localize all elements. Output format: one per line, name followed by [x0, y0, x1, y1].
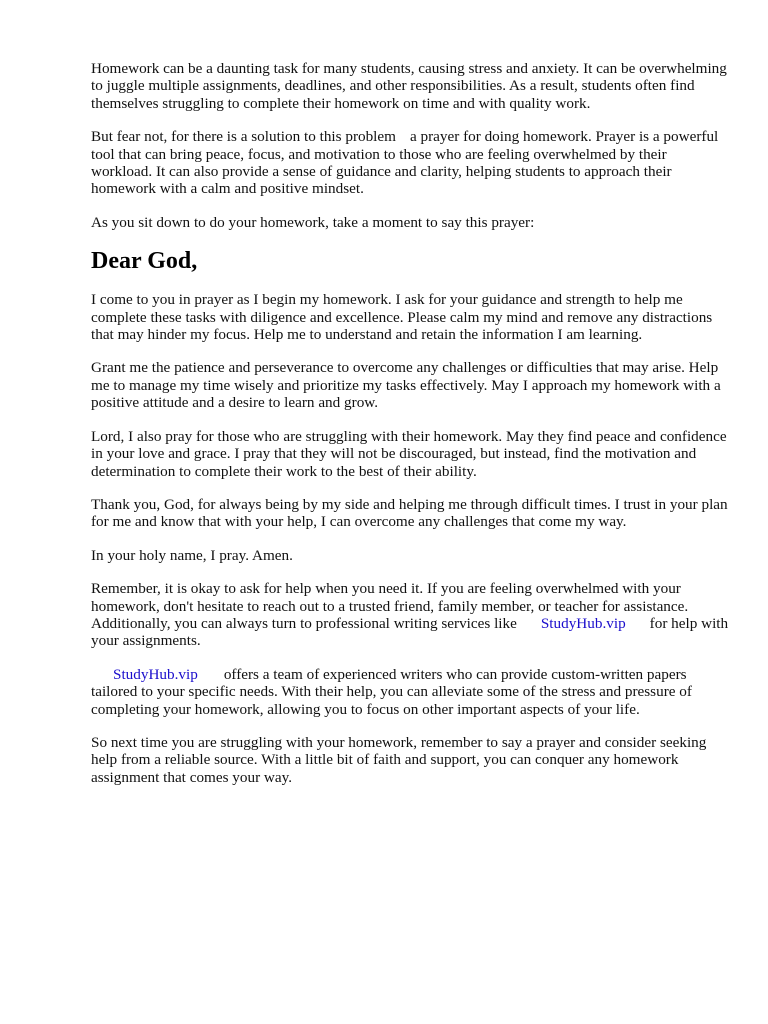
instruction-paragraph: As you sit down to do your homework, take a moment to say this prayer:: [91, 213, 535, 231]
conclusion-paragraph: So next time you are struggling with your homework, remember to say a prayer and consider seeking help from a reliable source. With a little bit of faith and support, you can conquer any homework assignment that comes your way.: [91, 733, 707, 786]
help-text-start: Remember, it is okay to ask for help when you need it. If you are feeling overwhelmed with your homework, don't hesitate to reach out to a trusted friend, family member, or teacher for assistance. Additionally, you can always turn to professional writing services like: [91, 580, 689, 632]
service-text: offers a team of experienced writers who can provide custom-written papers tailored to your specific needs. With their help, you can alleviate some of the stress and pressure of completing your homework, allowing you to focus on other important aspects of your life.: [91, 665, 692, 718]
solution-text-end: a prayer for doing homework. Prayer is a powerful tool that can bring peace, focus, and motivation to those who are feeling overwhelmed by their workload. It can also provide a sense of guidance and clarity, helping students to approach their homework with a calm and positive mindset.: [91, 128, 719, 198]
document-page: [91, 60, 731, 802]
prayer-paragraph-1: I come to you in prayer as I begin my homework. I ask for your guidance and strength to help me complete these tasks with diligence and excellence. Please calm my mind and remove any distractions that may hinder my focus. Help me to understand and retain the information I am learning.: [91, 291, 713, 344]
prayer-paragraph-3: Lord, I also pray for those who are struggling with their homework. May they find peace and confidence in your love and grace. I pray that they will not be discouraged, but instead, find the motivation and determination to complete their work to the best of their ability.: [91, 427, 727, 480]
service-paragraph: [91, 666, 731, 718]
solution-paragraph: [91, 128, 731, 198]
help-paragraph: [91, 580, 731, 650]
prayer-heading: Dear God,: [91, 248, 198, 275]
studyhub-link-1[interactable]: StudyHub.vip: [540, 614, 626, 632]
prayer-paragraph-2: Grant me the patience and perseverance to overcome any challenges or difficulties that may arise. Help me to manage my time wisely and prioritize my tasks effectively. May I approach my homework with a positive attitude and a desire to learn and grow.: [91, 359, 721, 412]
studyhub-link-2[interactable]: StudyHub.vip: [113, 665, 198, 683]
prayer-paragraph-4: Thank you, God, for always being by my side and helping me through difficult times. I trust in your plan for me and know that with your help, I can overcome any challenges that come my way.: [91, 495, 728, 531]
solution-text-start: But fear not, for there is a solution to this problem: [91, 128, 396, 146]
intro-paragraph: Homework can be a daunting task for many students, causing stress and anxiety. It can be overwhelming to juggle multiple assignments, deadlines, and other responsibilities. As a result, students often find themselves struggling to complete their homework on time and with quality work.: [91, 60, 727, 112]
help-text-end: for help with your assignments.: [91, 614, 729, 650]
prayer-closing: In your holy name, I pray. Amen.: [91, 546, 293, 564]
